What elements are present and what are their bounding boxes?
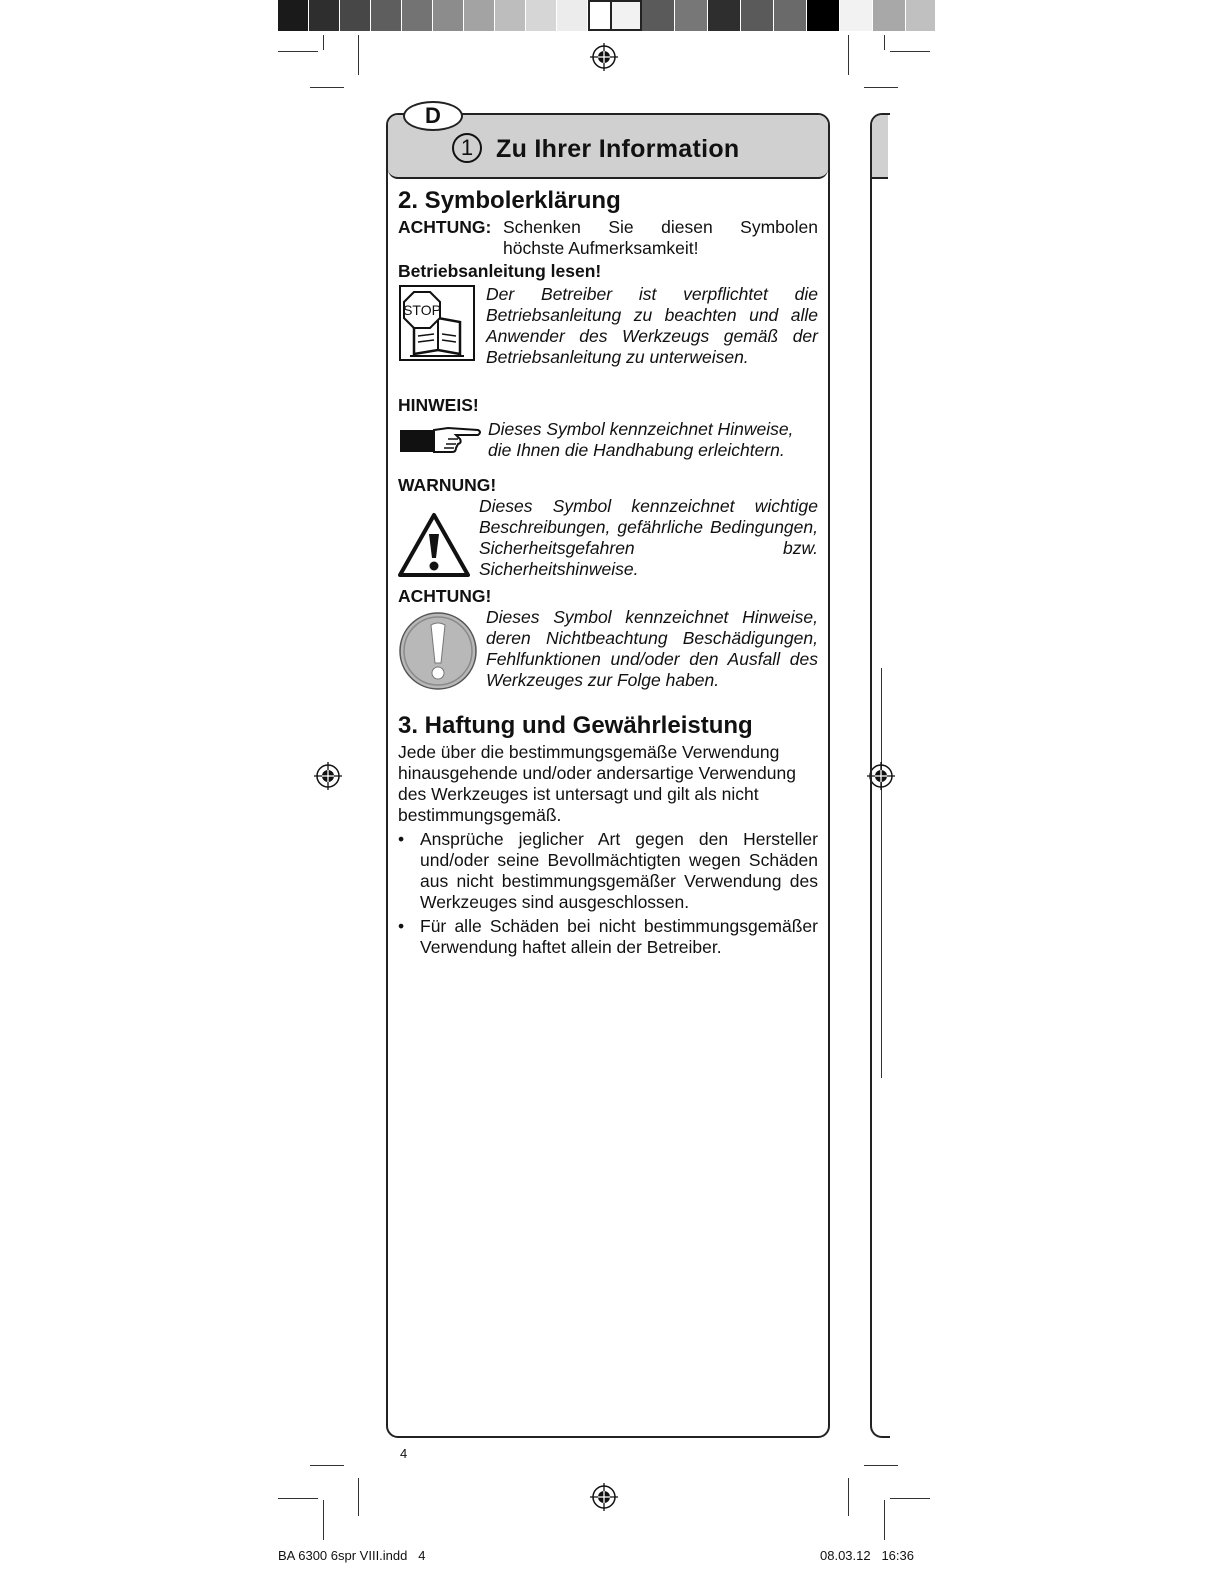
section-3-heading: 3. Haftung und Gewährleistung bbox=[398, 712, 753, 739]
bullet-text: Für alle Schäden bei nicht bestimmungsgemäßer Verwendung haftet allein der Betreiber. bbox=[420, 916, 818, 957]
crop-mark bbox=[323, 1500, 324, 1540]
warning-label: WARNUNG! bbox=[398, 475, 497, 495]
crop-mark bbox=[310, 87, 344, 88]
hint-text: Dieses Symbol kennzeichnet Hinweise, die Ihnen die Handhabung erleichtern. bbox=[488, 419, 794, 460]
warning-row bbox=[398, 496, 818, 583]
chapter-number: 1 bbox=[452, 133, 482, 163]
language-badge: D bbox=[403, 101, 463, 131]
caution-label: ACHTUNG! bbox=[398, 586, 492, 606]
intro-row bbox=[398, 217, 818, 259]
crop-mark bbox=[358, 1478, 359, 1516]
color-bar-right bbox=[610, 0, 936, 31]
crop-mark bbox=[278, 1498, 318, 1499]
read-manual-text: Der Betreiber ist verpflichtet die Betriebsanleitung zu beachten und alle Anwender des Werkzeugs gemäß der Betriebsanleitung zu unterweisen. bbox=[486, 284, 818, 367]
slug-date: 08.03.12 16:36 bbox=[820, 1548, 914, 1563]
crop-mark bbox=[884, 1500, 885, 1540]
read-manual-symbol bbox=[398, 284, 486, 368]
crop-mark bbox=[864, 87, 898, 88]
warning-text: Dieses Symbol kennzeichnet wichtige Beschreibungen, gefährliche Bedingungen, Sicherheitsgefahren bzw. Sicherheitshinweise. bbox=[479, 496, 818, 579]
read-manual-row bbox=[398, 284, 818, 368]
registration-mark-icon bbox=[589, 1482, 619, 1512]
slug-file: BA 6300 6spr VIII.indd 4 bbox=[278, 1548, 426, 1563]
bullet-text: Ansprüche jeglicher Art gegen den Hersteller und/oder seine Bevollmächtigten wegen Schäden aus nicht bestimmungsgemäßer Verwendung des Werkzeuges sind ausgeschlossen. bbox=[420, 829, 818, 912]
crop-mark bbox=[358, 35, 359, 75]
bullet-glyph: • bbox=[398, 916, 405, 936]
section-3-paragraph: Jede über die bestimmungsgemäße Verwendung hinausgehende und/oder andersartige Verwendung des Werkzeuges ist untersagt und gilt als nicht bestimmungsgemäß. bbox=[398, 742, 796, 825]
intro-text-line-2: höchste Aufmerksamkeit! bbox=[503, 238, 699, 258]
list-item bbox=[398, 916, 818, 958]
page-content bbox=[398, 186, 818, 958]
crop-mark bbox=[884, 35, 885, 50]
color-bar-left bbox=[278, 0, 620, 31]
stop-text: STOP bbox=[403, 302, 441, 318]
crop-mark bbox=[323, 35, 324, 50]
section-3-bullets bbox=[398, 829, 818, 958]
crop-mark bbox=[278, 51, 318, 52]
warning-symbol bbox=[398, 496, 479, 583]
next-page-frame bbox=[870, 113, 890, 1438]
caution-circle-icon bbox=[398, 611, 478, 691]
next-page-header bbox=[872, 115, 888, 179]
caution-symbol bbox=[398, 607, 486, 696]
registration-mark-icon bbox=[313, 761, 343, 791]
list-item bbox=[398, 829, 818, 913]
intro-text bbox=[503, 217, 818, 259]
section-2-heading: 2. Symbolerklärung bbox=[398, 187, 621, 214]
hint-label: HINWEIS! bbox=[398, 395, 479, 415]
stop-book-icon bbox=[398, 284, 476, 362]
intro-text-line-1: Schenken Sie diesen Symbolen bbox=[503, 217, 818, 237]
page-number: 4 bbox=[400, 1446, 408, 1461]
crop-mark bbox=[848, 1478, 849, 1516]
intro-label: ACHTUNG: bbox=[398, 217, 492, 237]
bullet-glyph: • bbox=[398, 829, 405, 849]
crop-mark bbox=[890, 1498, 930, 1499]
hint-symbol bbox=[398, 419, 488, 463]
warning-triangle-icon bbox=[398, 512, 470, 578]
crop-mark bbox=[864, 1465, 898, 1466]
crop-mark bbox=[310, 1465, 344, 1466]
crop-mark bbox=[890, 51, 930, 52]
registration-mark-icon bbox=[589, 42, 619, 72]
chapter-title: Zu Ihrer Information bbox=[496, 135, 740, 163]
pointing-hand-icon bbox=[398, 422, 482, 458]
caution-text: Dieses Symbol kennzeichnet Hinweise, deren Nichtbeachtung Beschädigungen, Fehlfunktionen und/oder den Ausfall des Werkzeuges zur Folge haben. bbox=[486, 607, 818, 690]
read-manual-label: Betriebsanleitung lesen! bbox=[398, 261, 602, 281]
caution-row bbox=[398, 607, 818, 696]
hint-row bbox=[398, 419, 818, 463]
crop-mark bbox=[848, 35, 849, 75]
